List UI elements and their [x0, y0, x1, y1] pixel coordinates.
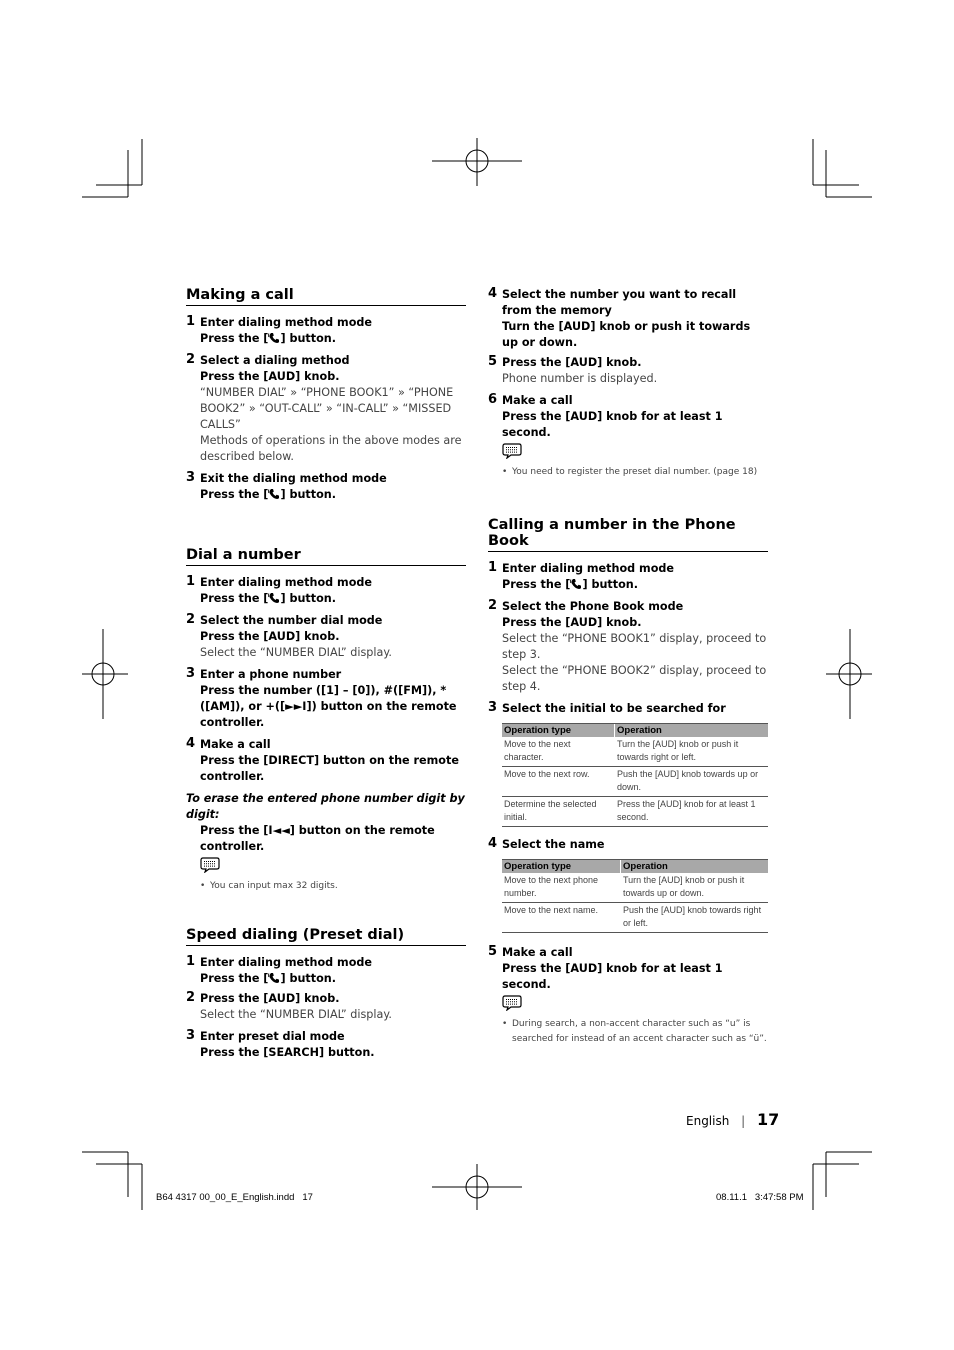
table-cell: Turn the [AUD] knob or push it towards up or down.: [621, 873, 769, 903]
note-icon: [200, 857, 220, 873]
step-5: [488, 355, 768, 387]
step-title: Enter preset dial mode: [200, 1030, 345, 1043]
table-cell: Move to the next name.: [502, 903, 621, 933]
table-row: [502, 737, 768, 767]
file-info: B64 4317 00_00_E_English.indd 17: [156, 1192, 313, 1203]
operation-table-name: [502, 859, 768, 933]
step-action: Press the [ ] button.: [200, 592, 337, 605]
table-cell: Push the [AUD] knob towards right or left.: [621, 903, 769, 933]
step-number: 5: [488, 354, 498, 369]
speed-dial-section: [186, 927, 466, 1061]
step-2: [186, 613, 466, 661]
step-action: Press the [DIRECT] button on the remote controller.: [200, 754, 459, 783]
step-action: Press the [AUD] knob.: [200, 370, 340, 383]
recall-steps: [488, 287, 768, 480]
table-cell: Push the [AUD] knob towards up or down.: [615, 767, 769, 797]
step-number: 4: [488, 286, 498, 301]
step-4: [186, 737, 466, 785]
table-cell: Press the [AUD] knob for at least 1 second.: [615, 797, 769, 827]
print-timestamp: 08.11.1 3:47:58 PM: [716, 1192, 804, 1203]
step-number: 4: [186, 736, 196, 751]
step-action: Press the [AUD] knob.: [502, 616, 642, 629]
step-title: Select the initial to be searched for: [502, 702, 726, 715]
step-title: Enter dialing method mode: [200, 316, 372, 329]
step-number: 1: [186, 574, 196, 589]
table-header: Operation: [615, 724, 769, 738]
step-description: Select the “PHONE BOOK2” display, proceed to step 4.: [502, 664, 767, 693]
phone-icon: [268, 592, 280, 604]
step-number: 2: [488, 598, 498, 613]
step-5: [488, 945, 768, 1047]
step-action: Turn the [AUD] knob or push it towards up or down.: [502, 320, 751, 349]
note-item: • You need to register the preset dial number. (page 18): [502, 467, 758, 477]
step-description: Select the “PHONE BOOK1” display, proceed to step 3.: [502, 632, 767, 661]
step-3: [488, 701, 768, 827]
step-title: Make a call: [502, 946, 573, 959]
table-cell: Move to the next phone number.: [502, 873, 621, 903]
operation-table-initial: [502, 723, 768, 827]
step-2: [186, 353, 466, 465]
note-item: • You can input max 32 digits.: [200, 881, 338, 891]
step-action: Press the [AUD] knob.: [200, 630, 340, 643]
section-title-phone-book: Calling a number in the Phone Book: [488, 517, 768, 552]
step-6: [488, 393, 768, 480]
note-icon: [502, 443, 522, 459]
table-cell: Determine the selected initial.: [502, 797, 615, 827]
step-title: Enter dialing method mode: [200, 576, 372, 589]
step-action: Press the [SEARCH] button.: [200, 1046, 375, 1059]
step-action: Press the [ ] button.: [502, 578, 639, 591]
step-2: [488, 599, 768, 695]
table-row: [502, 873, 768, 903]
step-description: Methods of operations in the above modes are described below.: [200, 434, 462, 463]
section-title-speed-dial: Speed dialing (Preset dial): [186, 927, 466, 946]
step-title: Select a dialing method: [200, 354, 350, 367]
section-title-making-call: Making a call: [186, 287, 466, 306]
phone-icon: [570, 578, 582, 590]
step-number: 1: [186, 954, 196, 969]
step-1: [186, 955, 466, 987]
step-number: 3: [186, 470, 196, 485]
phone-icon: [268, 488, 280, 500]
registration-mark-top: [432, 138, 522, 186]
registration-mark-left: [82, 629, 128, 719]
step-title: Make a call: [502, 394, 573, 407]
step-number: 2: [186, 612, 196, 627]
table-header: Operation: [621, 860, 769, 874]
table-row: [502, 903, 768, 933]
step-number: 1: [488, 560, 498, 575]
note-item: • During search, a non-accent character such as “u” is searched for instead of an accent character such as “ü”.: [502, 1019, 767, 1044]
table-cell: Move to the next row.: [502, 767, 615, 797]
step-action: Press the number ([1] – [0]), #([FM]), *([AM]), or +([►►I]) button on the remote controller.: [200, 684, 457, 729]
phone-icon: [268, 332, 280, 344]
phone-icon: [268, 972, 280, 984]
step-number: 6: [488, 392, 498, 407]
note-icon: [502, 995, 522, 1011]
step-description: Select the “NUMBER DIAL” display.: [200, 646, 392, 659]
table-header: Operation type: [502, 860, 621, 874]
step-number: 4: [488, 836, 498, 851]
step-title: Press the [AUD] knob.: [502, 356, 642, 369]
step-1: [488, 561, 768, 593]
footer-language: English: [686, 1114, 730, 1128]
step-number: 2: [186, 352, 196, 367]
step-title: Select the Phone Book mode: [502, 600, 684, 613]
table-cell: Turn the [AUD] knob or push it towards right or left.: [615, 737, 769, 767]
page-number: 17: [757, 1110, 780, 1129]
step-number: 2: [186, 990, 196, 1005]
step-title: Press the [AUD] knob.: [200, 992, 340, 1005]
page-footer: [686, 1110, 779, 1129]
step-title: Select the number you want to recall from the memory: [502, 288, 737, 317]
erase-digit-action: Press the [I◄◄] button on the remote controller.: [200, 824, 435, 853]
step-4: [488, 287, 768, 351]
table-row: [502, 797, 768, 827]
step-1: [186, 315, 466, 347]
step-title: Exit the dialing method mode: [200, 472, 387, 485]
step-description: Select the “NUMBER DIAL” display.: [200, 1008, 392, 1021]
section-title-dial-number: Dial a number: [186, 547, 466, 566]
phone-book-section: [488, 517, 768, 1047]
step-action: Press the [ ] button.: [200, 972, 337, 985]
step-action: Press the [AUD] knob for at least 1 second.: [502, 410, 723, 439]
step-number: 3: [186, 1028, 196, 1043]
step-3: [186, 471, 466, 503]
step-action: Press the [AUD] knob for at least 1 second.: [502, 962, 723, 991]
dial-number-section: [186, 547, 466, 894]
mode-sequence: “NUMBER DIAL” » “PHONE BOOK1” » “PHONE BOOK2” » “OUT-CALL” » “IN-CALL” » “MISSED CALLS”: [200, 386, 454, 431]
step-4: [488, 837, 768, 933]
step-description: Phone number is displayed.: [502, 372, 658, 385]
step-action: Press the [ ] button.: [200, 332, 337, 345]
step-3: [186, 1029, 466, 1061]
step-action: Press the [ ] button.: [200, 488, 337, 501]
table-header: Operation type: [502, 724, 615, 738]
table-cell: Move to the next character.: [502, 737, 615, 767]
step-title: Select the name: [502, 838, 605, 851]
making-call-section: [186, 287, 466, 503]
step-number: 3: [488, 700, 498, 715]
step-title: Enter dialing method mode: [502, 562, 674, 575]
registration-mark-right: [826, 629, 872, 719]
step-number: 1: [186, 314, 196, 329]
erase-digit-heading: To erase the entered phone number digit by digit:: [186, 792, 465, 821]
table-row: [502, 767, 768, 797]
step-title: Select the number dial mode: [200, 614, 383, 627]
step-number: 3: [186, 666, 196, 681]
step-title: Enter a phone number: [200, 668, 342, 681]
registration-mark-bottom: [432, 1164, 522, 1210]
footer-separator: |: [741, 1114, 746, 1128]
step-number: 5: [488, 944, 498, 959]
step-title: Enter dialing method mode: [200, 956, 372, 969]
step-3: [186, 667, 466, 731]
step-2: [186, 991, 466, 1023]
step-title: Make a call: [200, 738, 271, 751]
step-1: [186, 575, 466, 607]
